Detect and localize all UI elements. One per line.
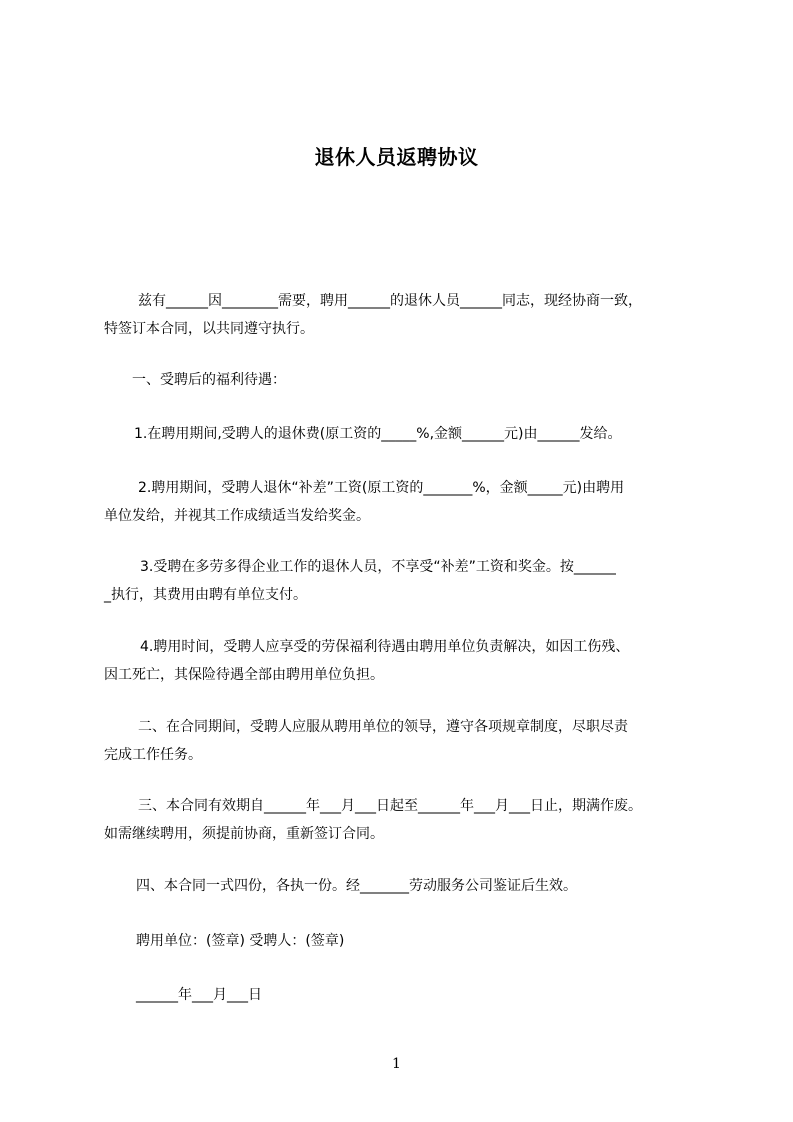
section2-paragraph [104, 713, 716, 769]
signature-line: 聘用单位：(签章) 受聘人：(签章) [136, 933, 345, 949]
item3-line-2: _执行，其费用由聘有单位支付。 [104, 587, 307, 603]
intro-paragraph [104, 287, 716, 343]
section1-heading: 一、受聘后的福利待遇： [132, 372, 286, 388]
intro-line-2: 特签订本合同，以共同遵守执行。 [104, 321, 314, 337]
section3-line-1: 三、本合同有效期自______年___月___日起至______年___月___日止，期满作废。 [138, 798, 642, 814]
section2-line-2: 完成工作任务。 [104, 747, 202, 763]
item3-line-1: 3.受聘在多劳多得企业工作的退休人员，不享受“补差”工资和奖金。按______ [140, 559, 616, 575]
section4-paragraph: 四、本合同一式四份，各执一份。经_______劳动服务公司鉴证后生效。 [136, 878, 577, 894]
page-number: 1 [392, 1056, 401, 1072]
document-title: 退休人员返聘协议 [314, 145, 479, 169]
benefit-item-4 [104, 633, 716, 689]
item2-line-1: 2.聘用期间，受聘人退休“补差”工资(原工资的_______%，金额_____元)由聘用 [138, 480, 625, 496]
benefit-item-3 [104, 553, 716, 609]
benefit-item-1: 1.在聘用期间,受聘人的退休费(原工资的_____%,金额______元)由______发给。 [134, 426, 622, 442]
section3-paragraph [104, 792, 716, 848]
section2-line-1: 二、在合同期间，受聘人应服从聘用单位的领导，遵守各项规章制度，尽职尽责 [138, 719, 628, 735]
date-line: ______年___月___日 [136, 987, 262, 1003]
intro-line-1: 兹有______因________需要，聘用______的退休人员______同志，现经协商一致， [138, 293, 642, 309]
item2-line-2: 单位发给，并视其工作成绩适当发给奖金。 [104, 508, 370, 524]
section3-line-2: 如需继续聘用，须提前协商，重新签订合同。 [104, 826, 384, 842]
item4-line-1: 4.聘用时间，受聘人应享受的劳保福利待遇由聘用单位负责解决，如因工伤残、 [140, 639, 630, 655]
benefit-item-2 [104, 474, 716, 530]
item4-line-2: 因工死亡，其保险待遇全部由聘用单位负担。 [104, 667, 384, 683]
